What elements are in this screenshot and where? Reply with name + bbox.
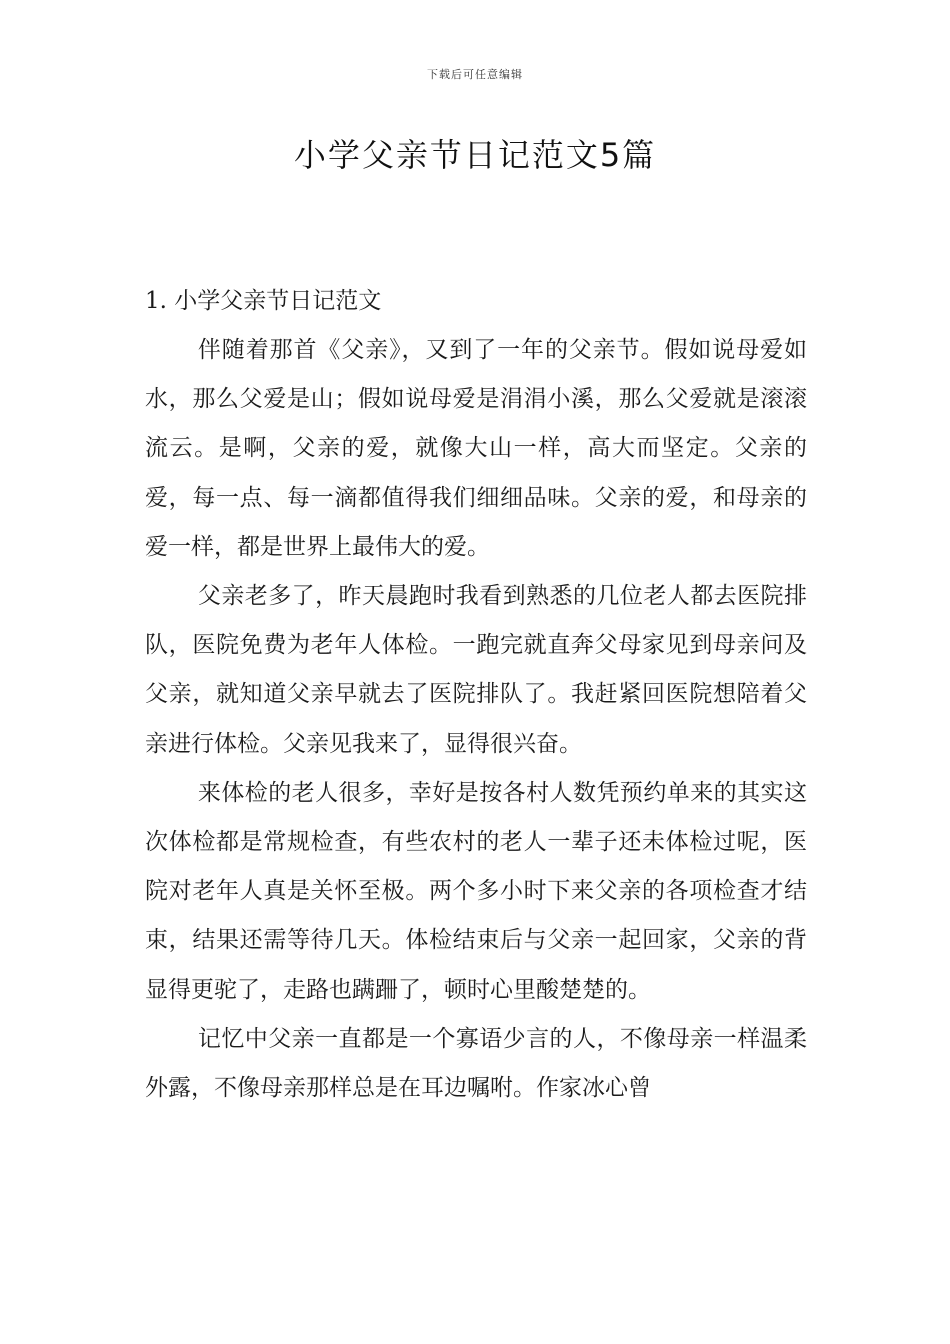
paragraph: 记忆中父亲一直都是一个寡语少言的人，不像母亲一样温柔外露，不像母亲那样总是在耳边嘱咐。作家冰心曾 [145,1025,807,1102]
paragraph: 来体检的老人很多，幸好是按各村人数凭预约单来的其实这次体检都是常规检查，有些农村的老人一辈子还未体检过呢，医院对老年人真是关怀至极。两个多小时下来父亲的各项检查才结束，结果还需等待几天。体检结束后与父亲一起回家，父亲的背显得更驼了，走路也蹒跚了，顿时心里酸楚楚的。 [145,779,807,1003]
section-heading: 1. 小学父亲节日记范文 [145,288,382,314]
header-note: 下载后可任意编辑 [427,68,523,81]
article-body [145,282,807,1113]
document-title: 小学父亲节日记范文5篇 [293,136,657,174]
paragraph: 父亲老多了，昨天晨跑时我看到熟悉的几位老人都去医院排队，医院免费为老年人体检。一跑完就直奔父母家见到母亲问及父亲，就知道父亲早就去了医院排队了。我赶紧回医院想陪着父亲进行体检。父亲见我来了，显得很兴奋。 [145,583,807,757]
paragraph: 伴随着那首《父亲》，又到了一年的父亲节。假如说母爱如水，那么父爱是山；假如说母爱是涓涓小溪，那么父爱就是滚滚流云。是啊，父亲的爱，就像大山一样，高大而坚定。父亲的爱，每一点、每一滴都值得我们细细品味。父亲的爱，和母亲的爱一样，都是世界上最伟大的爱。 [145,337,807,560]
